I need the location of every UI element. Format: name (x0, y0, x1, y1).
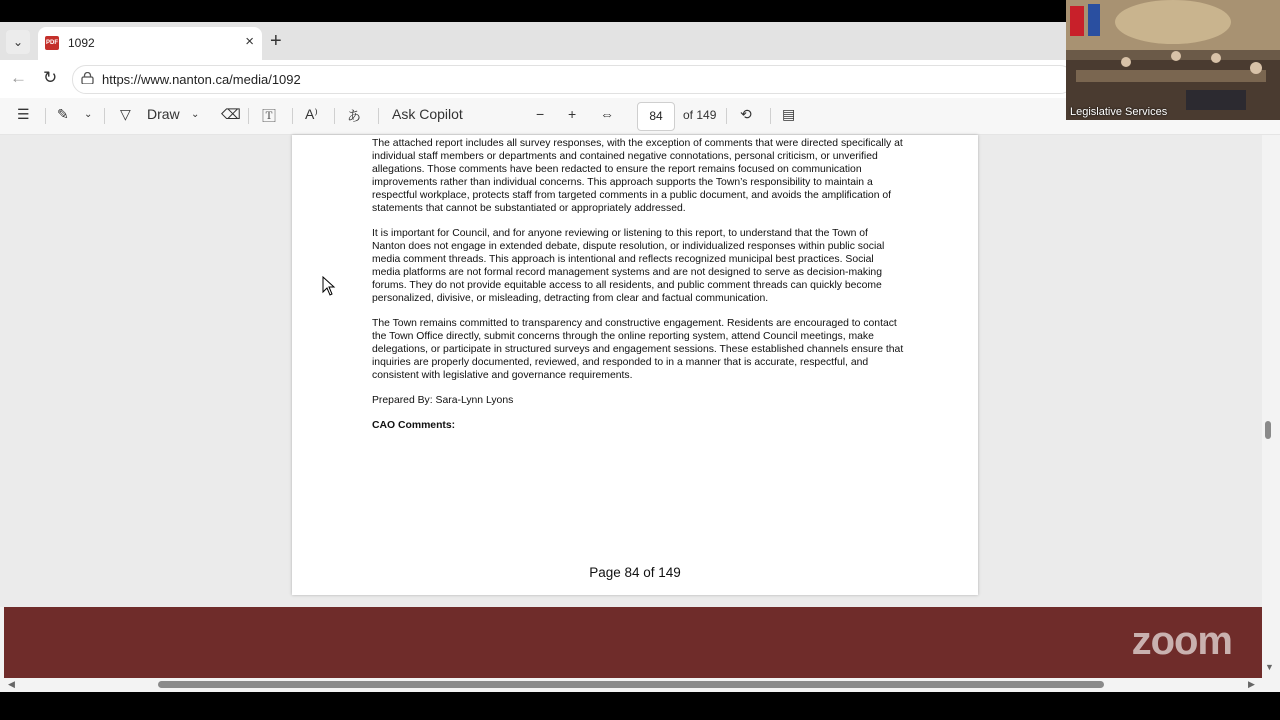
cao-comments-heading: CAO Comments: (372, 420, 456, 431)
vertical-scroll-thumb[interactable] (1265, 421, 1271, 439)
rotate-icon[interactable]: ⟲ (740, 106, 752, 122)
chevron-down-icon[interactable]: ⌄ (191, 109, 200, 120)
scroll-right-arrow-icon[interactable]: ▶ (1248, 679, 1255, 689)
page-number-input[interactable]: 84 (637, 102, 675, 131)
zoom-banner (4, 607, 1262, 678)
new-tab-button[interactable]: + (270, 30, 282, 52)
council-chamber-image (1066, 0, 1280, 120)
highlight-icon[interactable]: ✎ (57, 106, 69, 122)
draw-button[interactable]: Draw (147, 106, 180, 122)
contents-list-icon[interactable]: ☰ (17, 106, 30, 122)
page-footer: Page 84 of 149 (589, 565, 681, 580)
paragraph: The attached report includes all survey responses, with the exception of comments that were directed specifically at individual staff members or departments and contained negative connotations, personal criticism, or unverified allegations. Those comments have been redacted to ensure the report remains focused on communication improvements rather than individual concerns. This approach supports the Town’s responsibility to maintain a respectful workplace, protects staff from targeted comments in a public document, and avoids the amplification of statements that cannot be substantiated or appropriately addressed. (372, 138, 903, 214)
draw-icon[interactable]: ▽ (120, 106, 131, 122)
zoom-out-icon[interactable]: − (536, 106, 545, 122)
video-thumbnail[interactable] (1066, 0, 1280, 120)
page-text (372, 137, 904, 444)
browser-window (0, 22, 1280, 692)
close-icon[interactable]: × (245, 33, 254, 50)
text-box-icon[interactable]: 🅃 (262, 108, 276, 124)
ask-copilot-button[interactable]: Ask Copilot (392, 106, 463, 122)
eraser-icon[interactable]: ⌫ (221, 106, 241, 122)
toolbar-divider (378, 108, 379, 124)
page-total: of 149 (683, 108, 717, 122)
prepared-by: Prepared By: Sara-Lynn Lyons (372, 395, 514, 406)
toolbar-divider (770, 108, 771, 124)
mouse-cursor-icon (322, 276, 336, 296)
fit-width-icon[interactable]: ⇔ (600, 106, 614, 122)
vertical-scrollbar[interactable] (1262, 135, 1280, 676)
read-aloud-icon[interactable]: A⁾ (305, 106, 318, 122)
url-field[interactable] (72, 65, 1074, 94)
scroll-left-arrow-icon[interactable]: ◀ (8, 679, 15, 689)
page-view-icon[interactable]: ▤ (782, 106, 796, 122)
toolbar-divider (45, 108, 46, 124)
horizontal-scroll-thumb[interactable] (158, 681, 1104, 688)
pdf-icon: PDF (45, 36, 59, 50)
toolbar-divider (292, 108, 293, 124)
horizontal-scrollbar[interactable] (0, 678, 1262, 692)
paragraph: The Town remains committed to transparency and constructive engagement. Residents are encouraged to contact the Town Office directly, submit concerns through the online reporting system, attend Council meetings, make delegations, or participate in structured surveys and engagement sessions. These established channels ensure that inquiries are properly documented, reviewed, and responded to in a manner that is accurate, respectful, and consistent with legislative and governance requirements. (372, 318, 904, 381)
chevron-down-icon: ⌄ (12, 35, 24, 49)
zoom-logo: zoom (1131, 619, 1232, 663)
url-text: https://www.nanton.ca/media/1092 (102, 72, 301, 87)
scroll-down-arrow-icon[interactable]: ▼ (1265, 662, 1274, 672)
chevron-down-icon[interactable]: ⌄ (84, 109, 93, 120)
browser-tab[interactable] (38, 27, 262, 60)
refresh-icon[interactable]: ↻ (43, 68, 58, 87)
tab-actions-menu-button[interactable] (6, 30, 30, 54)
participant-name: Legislative Services (1070, 106, 1168, 118)
tab-title: 1092 (68, 36, 95, 50)
bottom-black-bar (0, 692, 1280, 720)
pdf-page (292, 135, 978, 595)
pdf-viewport[interactable] (0, 135, 1262, 607)
toolbar-divider (334, 108, 335, 124)
back-arrow-icon[interactable]: ← (10, 68, 27, 87)
zoom-in-icon[interactable]: + (568, 106, 577, 122)
translate-icon[interactable]: あ (347, 108, 361, 124)
toolbar-divider (248, 108, 249, 124)
paragraph: It is important for Council, and for anyone reviewing or listening to this report, to understand that the Town of Nanton does not engage in extended debate, dispute resolution, or individualized responses within public social media comment threads. This approach is intentional and reflects recognized municipal best practices. Social media platforms are not formal record management systems and are not designed to serve as decision-making forums. They do not provide equitable access to all residents, and public comment threads can quickly become personalized, divisive, or misleading, detracting from clear and factual communication. (372, 228, 885, 304)
toolbar-divider (104, 108, 105, 124)
toolbar-divider (726, 108, 727, 124)
site-info-icon[interactable] (81, 72, 94, 84)
